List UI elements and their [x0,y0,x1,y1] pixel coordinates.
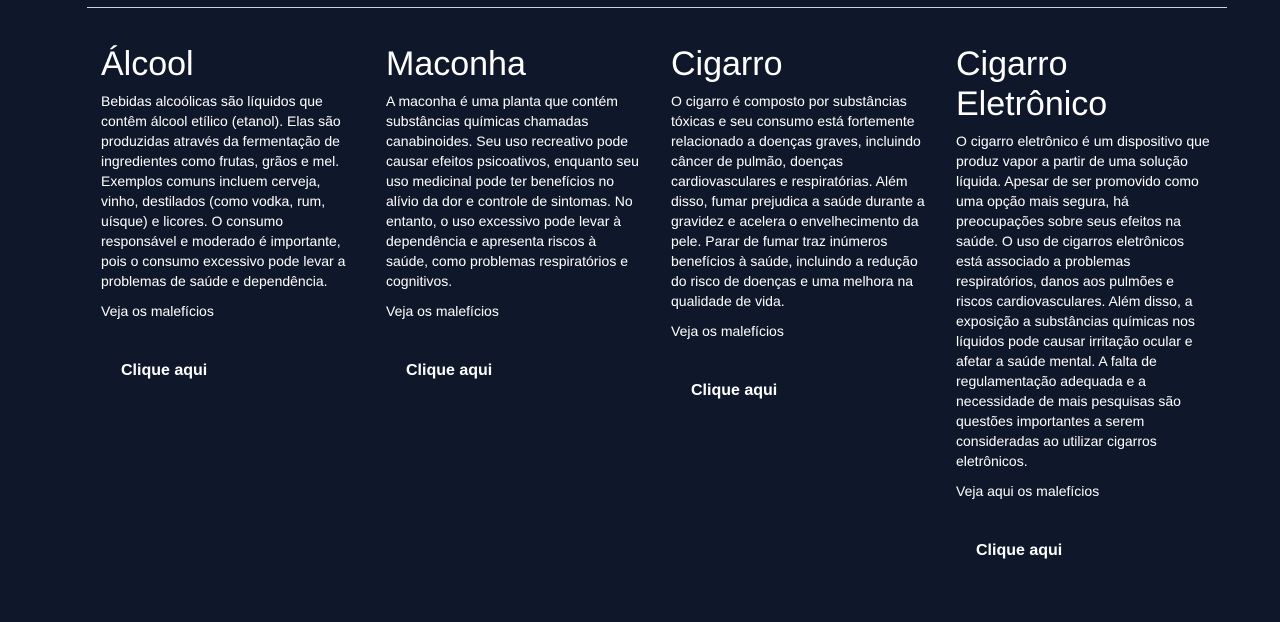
see-harms-link[interactable]: Veja os malefícios [386,303,499,319]
see-harms-link[interactable]: Veja aqui os malefícios [956,483,1100,499]
top-divider [87,7,1227,8]
card-description: Bebidas alcoólicas são líquidos que contêm álcool etílico (etanol). Elas são produzidas através da fermentação de ingredientes como frutas, grãos e mel. Exemplos comuns incluem cerveja, vinho, destilados (como vodka, rum, uísque) e licores. O consumo responsável e moderado é importante, pois o consumo excessivo pode levar a problemas de saúde e dependência. [101,93,346,289]
click-here-button[interactable]: Clique aqui [976,542,1063,559]
click-here-button[interactable]: Clique aqui [121,362,208,379]
card-title: Álcool [101,45,194,83]
card-maconha [386,44,671,561]
card-description: O cigarro é composto por substâncias tóxicas e seu consumo está fortemente relacionado a doenças graves, incluindo câncer de pulmão, doenças cardiovasculares e respiratórias. Além disso, fumar prejudica a saúde durante a gravidez e acelera o envelhecimento da pele. Parar de fumar traz inúmeros benefícios à saúde, incluindo a redução do risco de doenças e uma melhora na qualidade de vida. [671,93,925,309]
card-title: Maconha [386,45,526,83]
see-harms-link[interactable]: Veja os malefícios [671,323,784,339]
card-cigarro [671,44,956,561]
card-description: A maconha é uma planta que contém substâncias químicas chamadas canabinoides. Seu uso recreativo pode causar efeitos psicoativos, enquanto seu uso medicinal pode ter benefícios no alívio da dor e controle de sintomas. No entanto, o uso excessivo pode levar à dependência e apresenta riscos à saúde, como problemas respiratórios e cognitivos. [386,93,639,289]
card-title: Cigarro [671,45,783,83]
click-here-button[interactable]: Clique aqui [691,382,778,399]
card-description: O cigarro eletrônico é um dispositivo que produz vapor a partir de uma solução líquida. Apesar de ser promovido como uma opção mais segura, há preocupações sobre seus efeitos na saúde. O uso de cigarros eletrônicos está associado a problemas respiratórios, danos aos pulmões e riscos cardiovasculares. Além disso, a exposição a substâncias químicas nos líquidos pode causar irritação ocular e afetar a saúde mental. A falta de regulamentação adequada e a necessidade de mais pesquisas são questões importantes a serem consideradas ao utilizar cigarros eletrônicos. [956,133,1210,469]
click-here-button[interactable]: Clique aqui [406,362,493,379]
see-harms-link[interactable]: Veja os malefícios [101,303,214,319]
card-title: Cigarro Eletrônico [956,45,1108,123]
card-cigarro-eletronico [956,44,1241,561]
card-alcool [101,44,386,561]
cards-row [101,44,1241,561]
